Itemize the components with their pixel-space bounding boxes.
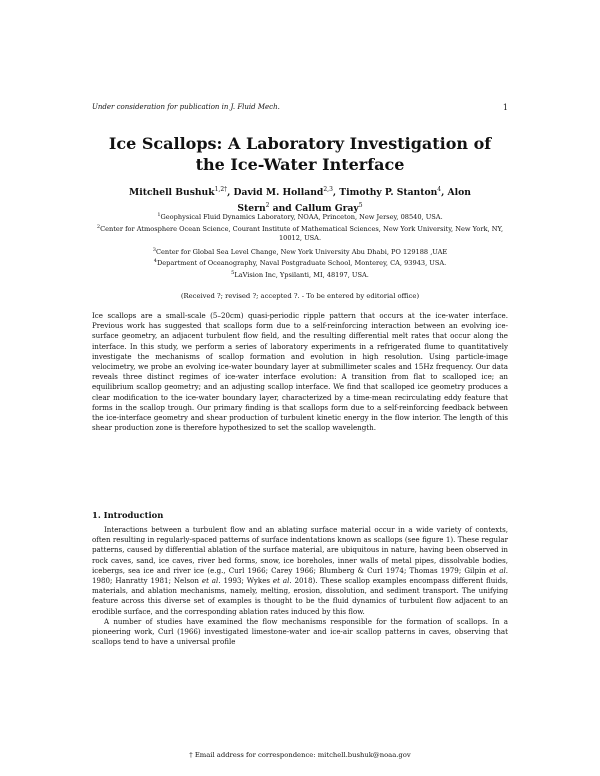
author-name: Stern bbox=[237, 203, 266, 215]
affiliation-sup: 5 bbox=[231, 269, 235, 276]
paper-title bbox=[60, 133, 540, 175]
paragraph-text: 1980; Hanratty 1981; Nelson bbox=[92, 576, 202, 586]
page-number: 1 bbox=[502, 103, 508, 112]
abstract: Ice scallops are a small-scale (5–20cm) quasi-periodic ripple pattern that occurs at the ice-water interface. Previous work has suggested that scallops form due to a self-reinforcing interaction between an evolving ice-surface geometry, an adjacent turbulent flow field, and the resulting differential melt rates that occur along the interface. In this study, we perform a series of laboratory experiments in a refrigerated flume to quantitatively investigate the mechanisms of scallop formation and evolution in high resolution. Using particle-image velocimetry, we probe an evolving ice-water boundary layer at submillimeter scales and 15Hz frequency. Our data reveals three distinct regimes of ice-water interface evolution: A transition from flat to scalloped ice; an equilibrium scallop geometry; and an adjusting scallop interface. We find that scalloped ice geometry produces a clear modification to the ice-water boundary layer, characterized by a time-mean recirculating eddy feature that forms in the scallop trough. Our primary finding is that scallops form due to a self-reinforcing feedback between the ice-interface geometry and shear production of turbulent kinetic energy in the flow interior. The length of this shear production zone is therefore hypothesized to set the scallop wavelength. bbox=[92, 311, 508, 433]
affiliation-sup: 4 bbox=[153, 258, 157, 265]
title-line-2: the Ice-Water Interface bbox=[195, 155, 405, 174]
affiliation-text: Center for Global Sea Level Change, New York University Abu Dhabi, PO 129188 ,UAE bbox=[155, 247, 448, 256]
journal-note: Under consideration for publication in J. Fluid Mech. bbox=[92, 103, 280, 111]
introduction-body bbox=[92, 525, 508, 647]
affiliation-text: Center for Atmosphere Ocean Science, Courant Institute of Mathematical Sciences, New York University, New York, NY, 10012, USA. bbox=[100, 224, 504, 243]
et-al: et al. bbox=[272, 576, 292, 586]
author-affil-sup: 4 bbox=[437, 186, 442, 193]
author-name: Timothy P. Stanton bbox=[339, 187, 438, 199]
affiliation bbox=[92, 246, 508, 258]
paragraph-text: Interactions between a turbulent flow and an ablating surface material occur in a wide variety of contexts, often resulting in regularly-spaced patterns of surface indentations known as scallops (see figure 1). These regular patterns, caused by differential ablation of the surface material, are ubiquitous in nature, having been observed in rock caves, sand, ice caves, river bed forms, snow, ice boreholes, inner walls of metal pipes, dissolvable bodies, icebergs, sea ice and river ice (e.g., Curl 1966; Carey 1966; Blumberg & Curl 1974; Thomas 1979; Gilpin bbox=[92, 525, 508, 575]
footnote bbox=[92, 751, 508, 759]
title-line-1: Ice Scallops: A Laboratory Investigation of bbox=[108, 134, 492, 153]
author-affil-sup: 5 bbox=[358, 202, 363, 210]
author-affil-sup: 2 bbox=[265, 202, 270, 210]
paragraph bbox=[92, 525, 508, 617]
affiliation-text: LaVision Inc, Ypsilanti, MI, 48197, USA. bbox=[234, 270, 369, 279]
author-name: Alon bbox=[447, 187, 471, 199]
author-affil-sup: 2,3 bbox=[323, 186, 333, 193]
et-al: et al. bbox=[489, 565, 508, 575]
paragraph-text: 2018). These scallop examples encompass different fluids, materials, and ablation mechanisms, namely, melting, erosion, dissolution, and sediment transport. The unifying feature across this diverse set of examples is thought to be the fluid dynamics of turbulent flow adjacent to an erodible surface, and the corresponding ablation rates induced by this flow. bbox=[92, 576, 509, 616]
author-conjunction: and bbox=[272, 203, 292, 215]
author-affil-sup: 1,2 bbox=[214, 186, 225, 193]
affiliation-text: Department of Oceanography, Naval Postgraduate School, Monterey, CA, 93943, USA. bbox=[156, 259, 447, 268]
paragraph-text: 1993; Wykes bbox=[220, 576, 273, 586]
et-al: et al. bbox=[201, 576, 221, 586]
author-name: Mitchell Bushuk bbox=[129, 187, 215, 199]
author-name: David M. Holland bbox=[233, 187, 324, 199]
affiliation-sup: 2 bbox=[96, 223, 101, 230]
author-name: Callum Gray bbox=[294, 203, 359, 215]
author-line-1: Mitchell Bushuk$^{1,2\dagger}$, David M. Holland$^{2,3}$, Timothy P. Stanton$^4$, Alon bbox=[129, 186, 471, 199]
affiliation bbox=[92, 257, 508, 269]
affiliation bbox=[92, 223, 508, 244]
section-heading: 1. Introduction bbox=[92, 510, 164, 520]
footnote-mark: † bbox=[189, 751, 193, 759]
affiliation bbox=[92, 269, 508, 281]
received-line: (Received ?; revised ?; accepted ?. - To be entered by editorial office) bbox=[180, 292, 420, 300]
affiliation-sup: 3 bbox=[152, 246, 156, 253]
affiliation-sup: 1 bbox=[157, 212, 161, 218]
affiliation bbox=[92, 211, 508, 223]
corresponding-mark: † bbox=[224, 186, 228, 193]
footnote-email: Email address for correspondence: mitchell.bushuk@noaa.gov bbox=[192, 751, 411, 759]
running-head bbox=[92, 103, 508, 112]
affiliations bbox=[92, 211, 508, 280]
paragraph: A number of studies have examined the flow mechanisms responsible for the formation of scallops. In a pioneering work, Curl (1966) investigated limestone-water and ice-air scallop patterns in caves, observing that scallops tend to have a universal profile bbox=[92, 616, 508, 647]
affiliation-text: Geophysical Fluid Dynamics Laboratory, NOAA, Princeton, New Jersey, 08540, USA. bbox=[160, 213, 443, 222]
